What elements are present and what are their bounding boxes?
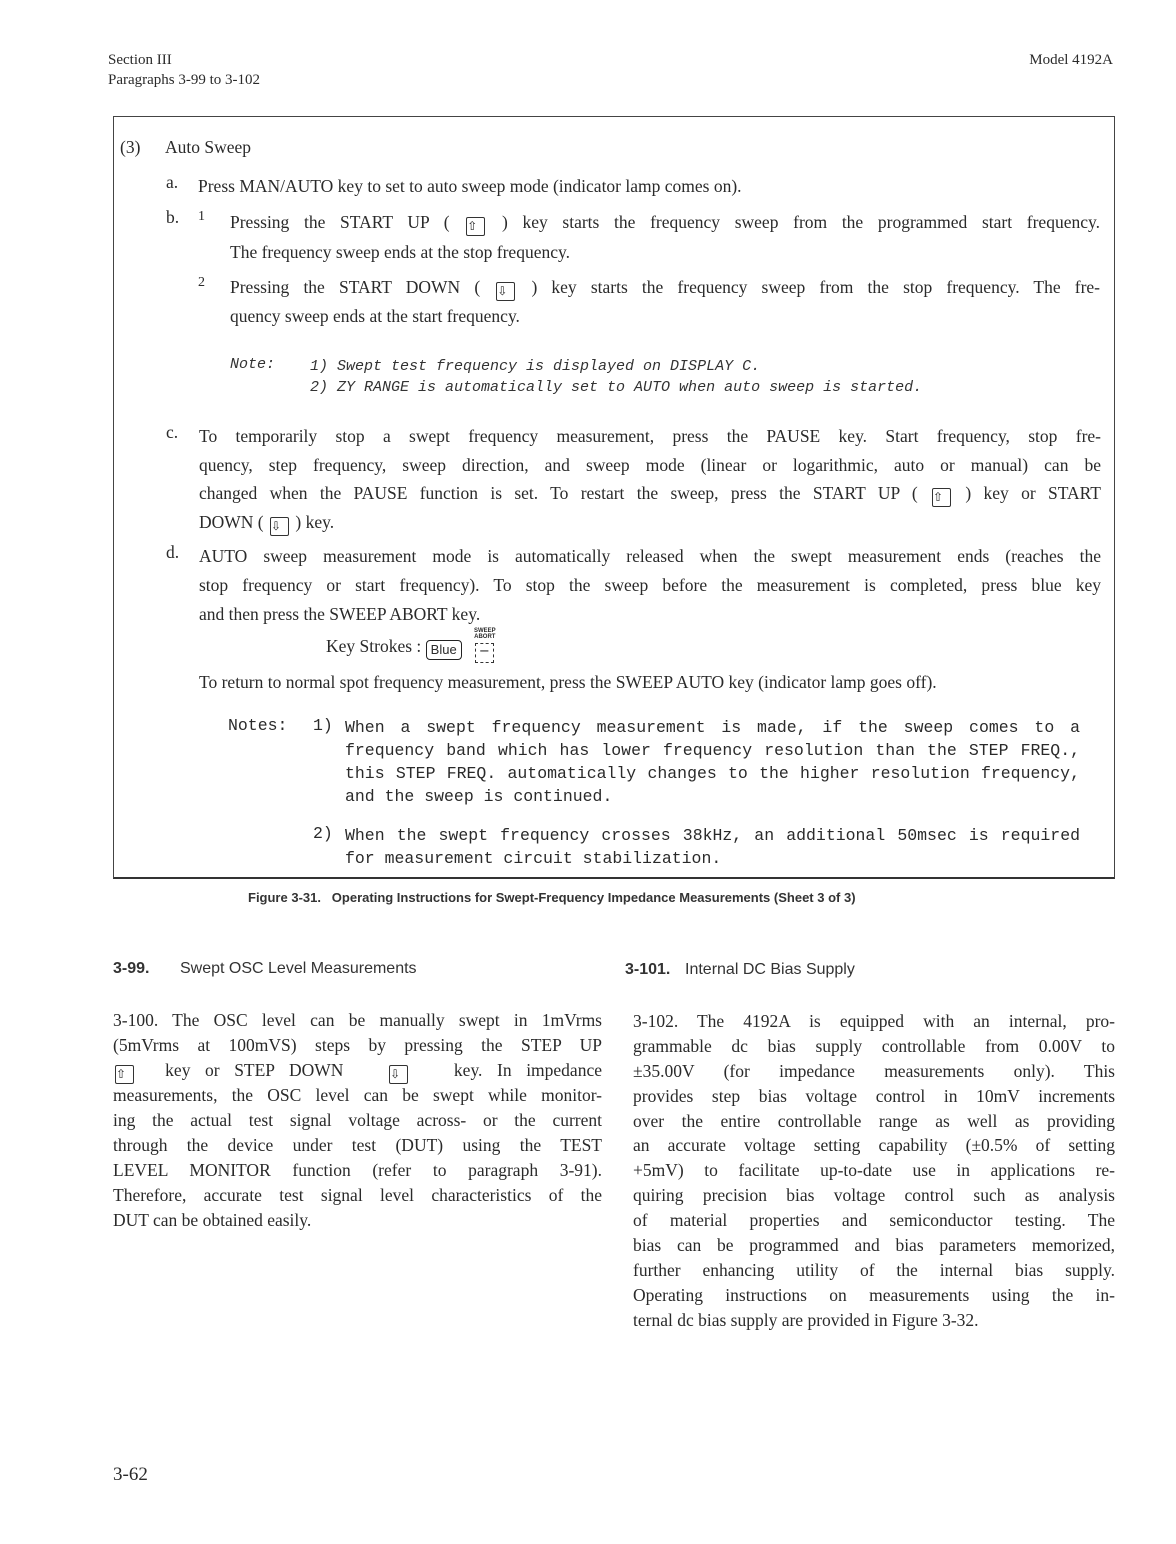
text-line [633,1059,1115,1084]
text-segment: AUTO sweep measurement mode is automatically released when the swept measurement ends (reaches the [199,546,1101,566]
text-line [199,479,1101,508]
item-c-text [199,422,1101,537]
text-segment: 2) ZY RANGE is automatically set to AUTO when auto sweep is started. [310,379,923,396]
text-segment: DOWN ( [199,512,269,533]
text-line [633,1158,1115,1183]
step-number: (3) [120,137,141,157]
text-segment: ing the actual test signal voltage across- or the current [113,1110,602,1130]
note-label: Note: [230,356,276,373]
text-segment: and the sweep is continued. [345,787,613,806]
text-line [113,1133,602,1158]
text-line [633,1133,1115,1158]
key-strokes-label: Key Strokes : [326,636,422,656]
text-segment: quiring precision bias voltage control such as analysis [633,1185,1115,1206]
text-segment: measurements, the OSC level can be swept while monitor- [113,1085,602,1105]
text-segment: grammable dc bias supply controllable from 0.00V to [633,1035,1115,1056]
text-segment: bias can be programmed and bias parameters memorized, [633,1235,1115,1256]
note-1-number: 1) [313,716,333,735]
text-segment: When the swept frequency crosses 38kHz, an additional 50msec is required [345,826,1080,845]
text-segment: of material properties and semiconductor testing. The [633,1210,1115,1231]
item-b1-text [230,207,1100,267]
item-c-label: c. [166,422,179,442]
text-segment: To temporarily stop a swept frequency measurement, press the PAUSE key. Start frequency, stop fre- [199,426,1101,446]
text-line [199,422,1101,451]
item-a-text [198,172,898,201]
text-line [633,1233,1115,1258]
minus-icon: − [478,644,490,659]
text-line [199,508,1101,537]
text-line [113,1208,602,1233]
item-b2-text [230,273,1100,331]
text-segment: (5mVrms at 100mVS) steps by pressing the STEP UP [113,1035,602,1055]
text-line [198,172,898,201]
right-heading: Internal DC Bias Supply [685,961,855,978]
text-line [633,1034,1115,1059]
text-line [633,1009,1115,1034]
return-instruction: To return to normal spot frequency measurement, press the SWEEP AUTO key (indicator lamp goes off). [199,672,937,692]
text-segment: 3-102. The 4192A is equipped with an internal, pro- [633,1011,1115,1031]
note-2-number: 2) [313,824,333,843]
sweep-abort-key [473,628,496,663]
text-line [633,1109,1115,1134]
text-line [633,1183,1115,1208]
text-line [230,237,1100,267]
text-line [113,1183,602,1208]
text-segment: and then press the SWEEP ABORT key. [199,604,481,624]
section-label: Section III [108,52,172,68]
text-segment: 1) Swept test frequency is displayed on DISPLAY C. [310,358,761,375]
text-segment: ) key. [291,512,335,533]
text-segment: ±35.00V (for impedance measurements only). This [633,1060,1115,1081]
text-segment: ) key starts the frequency sweep from the stop frequency. The fre- [517,277,1100,297]
paragraphs-label: Paragraphs 3-99 to 3-102 [108,72,261,88]
text-segment: The frequency sweep ends at the stop frequency. [230,242,570,262]
text-segment: ) key starts the frequency sweep from the programmed start frequency. [487,212,1100,232]
text-segment: key. In impedance [410,1060,602,1080]
step-down-key-icon: ⇩ [496,282,515,301]
left-body [113,1008,602,1233]
text-segment: for measurement circuit stabilization. [345,849,722,868]
text-segment: Pressing the START DOWN ( [230,277,495,297]
text-line [633,1208,1115,1233]
text-line [199,600,1101,629]
text-line [113,1008,602,1033]
text-line [345,847,1080,870]
text-segment: DUT can be obtained easily. [113,1210,312,1230]
text-line [633,1308,1115,1333]
step-down-key-icon: ⇩ [389,1065,408,1084]
text-line [633,1283,1115,1308]
step-up-key-icon: ⇧ [115,1065,134,1084]
text-line [345,785,1080,808]
text-segment: ) key or START [953,483,1101,504]
model-label: Model 4192A [1029,52,1113,68]
text-line [199,542,1101,571]
right-heading-number: 3-101. [625,961,671,978]
text-segment: changed when the PAUSE function is set. To restart the sweep, press the START UP ( [199,483,931,504]
text-line [345,762,1080,785]
text-line [310,377,1050,398]
text-line [345,824,1080,847]
item-d-text [199,542,1101,629]
text-line [310,356,1050,377]
text-segment: 3-100. The OSC level can be manually swept in 1mVrms [113,1010,602,1030]
page-number: 3-62 [113,1464,148,1485]
item-b2-number: 2 [198,275,205,290]
text-segment: LEVEL MONITOR function (refer to paragraph 3-91). [113,1160,602,1180]
text-segment: quency sweep ends at the start frequency. [230,306,520,326]
text-line [113,1158,602,1183]
text-line [113,1108,602,1133]
item-a-label: a. [166,172,179,192]
text-segment: over the entire controllable range as well as providing [633,1110,1115,1131]
blue-key: Blue [426,640,462,660]
left-heading: Swept OSC Level Measurements [180,960,417,977]
figure-caption: Figure 3-31. Operating Instructions for Swept-Frequency Impedance Measurements (Sheet 3 of 3) [248,890,856,905]
text-segment: an accurate voltage setting capability (±0.5% of setting [633,1135,1115,1156]
text-segment: stop frequency or start frequency). To stop the sweep before the measurement is completed, press blue key [199,575,1101,595]
text-line [633,1084,1115,1109]
item-b-label: b. [166,207,180,227]
step-title: Auto Sweep [165,137,252,157]
text-segment: key or STEP DOWN [136,1060,388,1080]
text-segment: Pressing the START UP ( [230,212,465,232]
text-segment: Operating instructions on measurements using the in- [633,1284,1115,1305]
text-segment: ternal dc bias supply are provided in Figure 3-32. [633,1309,979,1330]
text-line [199,451,1101,480]
text-segment: this STEP FREQ. automatically changes to the higher resolution frequency, [345,764,1080,783]
text-line [199,571,1101,600]
key-strokes [326,628,496,663]
text-line [230,302,1100,331]
text-line [113,1033,602,1058]
text-line [345,716,1080,739]
right-body [633,1009,1115,1333]
step-up-key-icon: ⇧ [466,217,485,236]
text-segment: Therefore, accurate test signal level characteristics of the [113,1185,602,1205]
text-segment: further enhancing utility of the internal bias supply. [633,1259,1115,1280]
text-segment: When a swept frequency measurement is made, if the sweep comes to a [345,718,1080,737]
step-up-key-icon: ⇧ [932,488,951,507]
note-text [310,356,1050,398]
text-line [230,273,1100,302]
text-segment: through the device under test (DUT) using the TEST [113,1135,602,1155]
step-down-key-icon: ⇩ [270,517,289,536]
text-segment: provides step bias voltage control in 10mV increments [633,1085,1115,1106]
text-line [113,1058,602,1083]
text-segment: Press MAN/AUTO key to set to auto sweep mode (indicator lamp comes on). [198,176,742,196]
sweep-abort-key-label: SWEEP ABORT [473,628,496,640]
notes-label: Notes: [228,716,288,735]
note-2-text [345,824,1080,870]
item-d-label: d. [166,542,180,562]
text-line [345,739,1080,762]
text-segment: quency, step frequency, sweep direction, and sweep mode (linear or logarithmic, auto or manual) can be [199,454,1101,475]
item-b1-number: 1 [198,209,205,224]
note-1-text [345,716,1080,808]
left-heading-number: 3-99. [113,960,150,977]
text-line [230,207,1100,237]
text-segment: frequency band which has lower frequency resolution than the STEP FREQ., [345,741,1080,760]
text-line [633,1258,1115,1283]
text-line [113,1083,602,1108]
text-segment: +5mV) to facilitate up-to-date use in applications re- [633,1160,1115,1181]
